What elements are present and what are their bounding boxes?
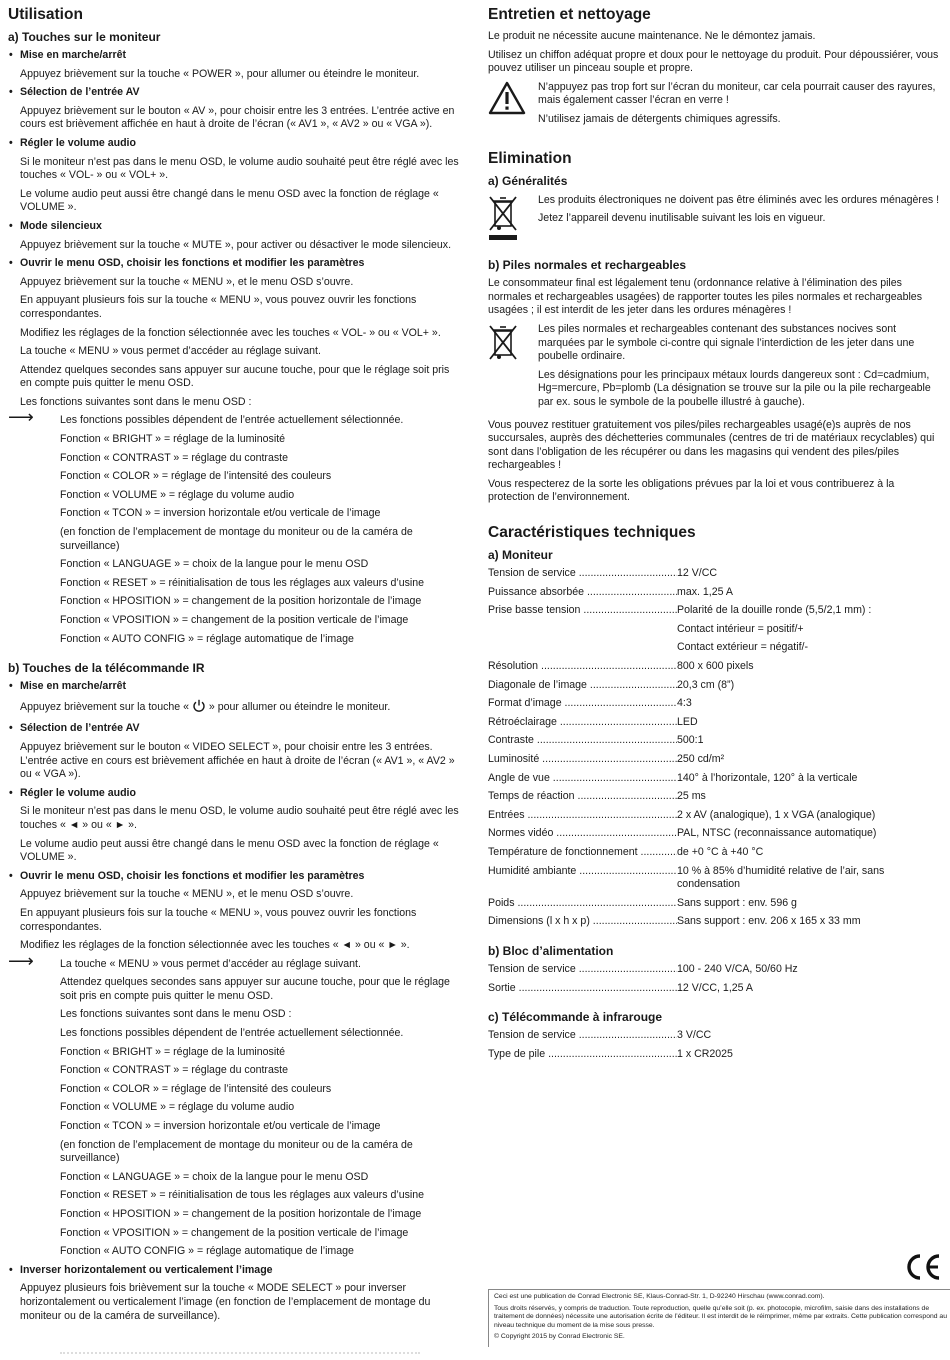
arrow-note bbox=[8, 950, 463, 972]
paragraph: Appuyez brièvement sur la touche « POWER », pour allumer ou éteindre le moniteur. bbox=[20, 67, 420, 80]
paragraph: Si le moniteur n’est pas dans le menu OSD, le volume audio souhaité peut être réglé avec les touches « ◄ » ou « ► ». bbox=[20, 805, 459, 831]
right-column bbox=[488, 6, 943, 1066]
spec-value: max. 1,25 A bbox=[677, 585, 733, 598]
bullet-heading: • Sélection de l’entrée AV bbox=[8, 722, 463, 736]
spec-value: 100 - 240 V/CA, 50/60 Hz bbox=[677, 962, 798, 975]
function-item: Fonction « AUTO CONFIG » = réglage automatique de l’image bbox=[60, 1245, 354, 1258]
spec-value: 4:3 bbox=[677, 697, 692, 710]
paragraph: Modifiez les réglages de la fonction sélectionnée avec les touches « ◄ » ou « ► ». bbox=[20, 939, 410, 952]
paragraph: Le volume audio peut aussi être changé dans le menu OSD avec la fonction de réglage « VOLUME ». bbox=[20, 187, 439, 214]
spec-row bbox=[488, 865, 943, 892]
function-item: Fonction « TCON » = inversion horizontale et/ou verticale de l’image bbox=[60, 1120, 381, 1133]
paragraph: En appuyant plusieurs fois sur la touche « MENU », vous pouvez ouvrir les fonctions correspondantes. bbox=[20, 906, 417, 933]
crossed-bin-icon bbox=[488, 194, 528, 247]
spec-row bbox=[488, 623, 943, 637]
arrow-right-icon: ⟶ bbox=[8, 407, 34, 428]
function-item: Fonction « VOLUME » = réglage du volume audio bbox=[60, 1101, 295, 1114]
paragraph: Appuyez plusieurs fois brièvement sur la touche « MODE SELECT » pour inverser horizontalement ou verticalement l’image (en fonction de l’emplacement de montage du moniteur ou de la caméra de surveillance). bbox=[20, 1282, 431, 1322]
function-item: Fonction « COLOR » = réglage de l’intensité des couleurs bbox=[60, 1082, 332, 1095]
paragraph: Le consommateur final est légalement tenu (ordonnance relative à l’élimination des piles normales et rechargeables usagées) de rapporter toutes les piles normales et rechargeables usagées ; il est interdit de les jeter dans les ordures ménagères ! bbox=[488, 277, 922, 317]
function-item: Les fonctions suivantes sont dans le menu OSD : bbox=[60, 1008, 292, 1021]
spec-value: 140° à l’horizontale, 120° à la verticale bbox=[677, 771, 858, 784]
spec-row bbox=[488, 790, 943, 804]
section-title-entretien: Entretien et nettoyage bbox=[488, 6, 651, 23]
paragraph: Si le moniteur n’est pas dans le menu OSD, le volume audio souhaité peut être réglé avec les touches « VOL- » ou « VOL+ ». bbox=[20, 155, 459, 182]
spec-row bbox=[488, 716, 943, 730]
subsection-heading-moniteur: a) Moniteur bbox=[488, 548, 553, 563]
function-item: Fonction « LANGUAGE » = choix de la langue pour le menu OSD bbox=[60, 1170, 369, 1183]
function-item: Fonction « CONTRAST » = réglage du contraste bbox=[60, 1064, 288, 1077]
section-title-caracteristiques: Caractéristiques techniques bbox=[488, 524, 696, 542]
text-fragment: » pour allumer ou éteindre le moniteur. bbox=[205, 700, 391, 713]
spec-row bbox=[488, 697, 943, 711]
spec-value: 10 % à 85% d’humidité relative de l’air, sans condensation bbox=[677, 864, 885, 891]
function-item: Fonction « BRIGHT » = réglage de la luminosité bbox=[60, 1045, 286, 1058]
spec-row bbox=[488, 809, 943, 823]
spec-value: 250 cd/m² bbox=[677, 753, 725, 765]
function-item: Fonction « RESET » = réinitialisation de tous les réglages aux valeurs d’usine bbox=[60, 576, 425, 589]
spec-label: Luminosité ..... bbox=[488, 753, 677, 767]
paragraph: Les produits électroniques ne doivent pas être éliminés avec les ordures ménagères ! bbox=[538, 193, 940, 206]
spec-row bbox=[488, 641, 943, 655]
spec-label: Dimensions (l x h x p) ..... bbox=[488, 915, 677, 929]
spec-value: 12 V/CC bbox=[677, 567, 718, 580]
function-item: Fonction « HPOSITION » = changement de la position horizontale de l’image bbox=[60, 595, 422, 608]
arrow-note-text: Les fonctions possibles dépendent de l’entrée actuellement sélectionnée. bbox=[60, 414, 404, 427]
function-item: (en fonction de l’emplacement de montage du moniteur ou de la caméra de surveillance) bbox=[60, 1138, 413, 1165]
paragraph: En appuyant plusieurs fois sur la touche « MENU », vous pouvez ouvrir les fonctions correspondantes. bbox=[20, 294, 417, 320]
function-item: Fonction « LANGUAGE » = choix de la langue pour le menu OSD bbox=[60, 558, 369, 571]
spec-value: 1 x CR2025 bbox=[677, 1047, 733, 1060]
spec-label: Normes vidéo ..... bbox=[488, 827, 677, 841]
subsection-heading-telecommande: b) Touches de la télécommande IR bbox=[8, 661, 205, 676]
paragraph: Les piles normales et rechargeables contenant des substances nocives sont marquées par le symbole ci-contre qui signale l’interdiction de les jeter dans une poubelle ordinaire. bbox=[538, 322, 915, 363]
function-item: Fonction « VOLUME » = réglage du volume audio bbox=[60, 488, 295, 501]
spec-label: Sortie ..... bbox=[488, 982, 677, 996]
spec-row bbox=[488, 897, 943, 911]
bleed-through-artifact bbox=[60, 1352, 420, 1358]
crossed-bin-icon bbox=[488, 323, 528, 415]
function-item: Fonction « BRIGHT » = réglage de la luminosité bbox=[60, 433, 286, 446]
paragraph: Appuyez brièvement sur la touche « MUTE », pour activer ou désactiver le mode silencieux. bbox=[20, 238, 452, 251]
spec-table-moniteur bbox=[488, 567, 943, 929]
function-item: Attendez quelques secondes sans appuyer sur aucune touche, pour que le réglage soit pris en compte puis quitter le menu OSD. bbox=[60, 976, 450, 1002]
section-title-elimination: Elimination bbox=[488, 149, 572, 167]
spec-label: Résolution ..... bbox=[488, 660, 677, 674]
spec-value: 25 ms bbox=[677, 790, 706, 803]
subsection-heading-piles: b) Piles normales et rechargeables bbox=[488, 258, 687, 273]
spec-label: Format d’image ..... bbox=[488, 697, 677, 711]
spec-row bbox=[488, 753, 943, 767]
spec-label: Contraste ..... bbox=[488, 734, 677, 748]
spec-value: 3 V/CC bbox=[677, 1029, 712, 1042]
spec-row bbox=[488, 679, 943, 693]
paragraph: Jetez l’appareil devenu inutilisable suivant les lois en vigueur. bbox=[538, 212, 826, 225]
spec-row bbox=[488, 772, 943, 786]
paragraph: Le volume audio peut aussi être changé dans le menu OSD avec la fonction de réglage « VOLUME ». bbox=[20, 837, 439, 864]
spec-label: Puissance absorbée ..... bbox=[488, 586, 677, 600]
spec-value: Sans support : env. 206 x 165 x 33 mm bbox=[677, 915, 861, 928]
bullet-heading: • Sélection de l’entrée AV bbox=[8, 86, 463, 100]
spec-value: 800 x 600 pixels bbox=[677, 660, 754, 673]
arrow-note bbox=[8, 407, 463, 428]
spec-row bbox=[488, 586, 943, 600]
paragraph: La touche « MENU » vous permet d’accéder au réglage suivant. bbox=[20, 345, 321, 358]
spec-value: Contact intérieur = positif/+ bbox=[677, 622, 804, 635]
subsection-heading-touches-moniteur: a) Touches sur le moniteur bbox=[8, 30, 161, 44]
subsection-heading-generalites: a) Généralités bbox=[488, 173, 568, 188]
spec-value: Polarité de la douille ronde (5,5/2,1 mm) : bbox=[677, 604, 872, 617]
spec-label: Tension de service ..... bbox=[488, 567, 677, 581]
paragraph: Modifiez les réglages de la fonction sélectionnée avec les touches « VOL- » ou « VOL+ ». bbox=[20, 326, 441, 339]
arrow-note-text: La touche « MENU » vous permet d’accéder au réglage suivant. bbox=[60, 957, 361, 970]
spec-value: 20,3 cm (8”) bbox=[677, 678, 735, 691]
spec-row bbox=[488, 567, 943, 581]
text-fragment: Appuyez brièvement sur la touche « bbox=[20, 700, 192, 713]
function-item: Fonction « RESET » = réinitialisation de tous les réglages aux valeurs d’usine bbox=[60, 1189, 425, 1202]
spec-row bbox=[488, 827, 943, 841]
paragraph: Appuyez brièvement sur le bouton « AV », pour choisir entre les 3 entrées. L’entrée active en cours est brièvement affichée en haut à droite de l’écran (« AV1 », « AV2 » ou « VGA »). bbox=[20, 104, 455, 131]
paragraph: Les désignations pour les principaux métaux lourds dangereux sont : Cd=cadmium, Hg=mercure, Pb=plomb (La désignation se trouve sur la pile ou la pile rechargeable par ex. sous le symbole de la poubelle illustré à gauche). bbox=[538, 368, 931, 408]
section-title-utilisation: Utilisation bbox=[8, 6, 83, 23]
bullet-heading: • Mise en marche/arrêt bbox=[8, 49, 463, 63]
bullet-heading: • Inverser horizontalement ou verticalement l’image bbox=[8, 1264, 463, 1278]
function-item: Fonction « VPOSITION » = changement de la position verticale de l’image bbox=[60, 614, 409, 626]
weee-block bbox=[488, 194, 943, 247]
spec-table-telecommande bbox=[488, 1029, 943, 1061]
ce-mark-icon bbox=[905, 1253, 941, 1281]
spec-value: PAL, NTSC (reconnaissance automatique) bbox=[677, 827, 877, 840]
paragraph: Les fonctions suivantes sont dans le menu OSD : bbox=[20, 395, 252, 408]
subsection-heading-bloc-alimentation: b) Bloc d’alimentation bbox=[488, 943, 614, 958]
spec-value: LED bbox=[677, 715, 698, 728]
warning-text: N’appuyez pas trop fort sur l’écran du moniteur, car cela pourrait causer des rayures, mais également casser l’écran en verre ! bbox=[538, 80, 936, 107]
function-item: Fonction « VPOSITION » = changement de la position verticale de l’image bbox=[60, 1226, 409, 1239]
bullet-heading: • Mode silencieux bbox=[8, 220, 463, 234]
arrow-right-icon: ⟶ bbox=[8, 950, 34, 971]
spec-label: Type de pile ..... bbox=[488, 1048, 677, 1062]
spec-label: Temps de réaction ..... bbox=[488, 790, 677, 804]
spec-value: 12 V/CC, 1,25 A bbox=[677, 981, 753, 994]
function-item: Fonction « AUTO CONFIG » = réglage automatique de l’image bbox=[60, 632, 354, 645]
bullet-heading: • Régler le volume audio bbox=[8, 787, 463, 801]
bullet-heading: • Régler le volume audio bbox=[8, 137, 463, 151]
left-column bbox=[8, 6, 463, 1328]
spec-row bbox=[488, 915, 943, 929]
spec-table-alimentation bbox=[488, 963, 943, 995]
function-item: (en fonction de l’emplacement de montage du moniteur ou de la caméra de surveillance) bbox=[60, 526, 413, 552]
spec-label: Prise basse tension ..... bbox=[488, 604, 677, 618]
spec-label: Température de fonctionnement ..... bbox=[488, 846, 677, 860]
paragraph: Appuyez brièvement sur la touche « MENU », et le menu OSD s’ouvre. bbox=[20, 275, 354, 288]
paragraph: Le produit ne nécessite aucune maintenance. Ne le démontez jamais. bbox=[488, 30, 816, 42]
warning-triangle-icon bbox=[488, 81, 528, 132]
paragraph: Vous pouvez restituer gratuitement vos piles/piles rechargeables usagé(e)s auprès de nos succursales, auprès des déchetteries communales (centres de tri de matériaux recyclables) qui sont dans l’obligation de les récupérer ou dans les magasins qui vendent des piles/piles rechargeables ! bbox=[488, 418, 935, 472]
subsection-heading-telecommande-ir: c) Télécommande à infrarouge bbox=[488, 1010, 663, 1025]
paragraph: Appuyez brièvement sur la touche « MENU », et le menu OSD s’ouvre. bbox=[20, 888, 354, 901]
footer-line: Tous droits réservés, y compris de traduction. Toute reproduction, quelle qu’elle soit (p. ex. photocopie, microfilm, saisie dans des installations de traitement de données) nécessite une autorisation écrite de l’éditeur. Il est interdit de le réimprimer, même par extraits. Cette publication correspond au niveau technique du moment de la mise sous presse. bbox=[494, 1304, 947, 1329]
spec-row bbox=[488, 963, 943, 977]
spec-row bbox=[488, 1029, 943, 1043]
warning-text: N’utilisez jamais de détergents chimiques agressifs. bbox=[538, 112, 781, 125]
spec-label: Tension de service ..... bbox=[488, 1029, 677, 1043]
spec-label: Rétroéclairage ..... bbox=[488, 716, 677, 730]
warning-block bbox=[488, 81, 943, 132]
spec-label: Poids ..... bbox=[488, 897, 677, 911]
spec-row bbox=[488, 660, 943, 674]
function-item: Les fonctions possibles dépendent de l’entrée actuellement sélectionnée. bbox=[60, 1027, 404, 1040]
paragraph bbox=[20, 699, 463, 718]
spec-label: Angle de vue ..... bbox=[488, 772, 677, 786]
bullet-heading: • Mise en marche/arrêt bbox=[8, 680, 463, 694]
spec-value: 2 x AV (analogique), 1 x VGA (analogique) bbox=[677, 808, 876, 821]
power-icon bbox=[192, 699, 206, 718]
paragraph: Appuyez brièvement sur le bouton « VIDEO SELECT », pour choisir entre les 3 entrées. L’entrée active en cours est brièvement affichée en haut à droite de l’écran (« AV1 », « AV2 » ou « VGA »). bbox=[20, 740, 455, 781]
spec-row bbox=[488, 604, 943, 618]
function-item: Fonction « COLOR » = réglage de l’intensité des couleurs bbox=[60, 470, 332, 483]
footer-line: Ceci est une publication de Conrad Electronic SE, Klaus-Conrad-Str. 1, D-92240 Hirschau (www.conrad.com). bbox=[494, 1293, 825, 1300]
spec-label: Tension de service ..... bbox=[488, 963, 677, 977]
spec-row bbox=[488, 982, 943, 996]
function-item: Fonction « CONTRAST » = réglage du contraste bbox=[60, 451, 288, 464]
spec-row bbox=[488, 734, 943, 748]
spec-value: Sans support : env. 596 g bbox=[677, 896, 797, 909]
spec-row bbox=[488, 1048, 943, 1062]
paragraph: Utilisez un chiffon adéquat propre et doux pour le nettoyage du produit. Pour dépoussiérer, vous pouvez utiliser un pinceau souple et propre. bbox=[488, 48, 939, 75]
bullet-heading: • Ouvrir le menu OSD, choisir les fonctions et modifier les paramètres bbox=[8, 870, 463, 884]
paragraph: Vous respecterez de la sorte les obligations prévues par la loi et vous contribuerez à la protection de l’environnement. bbox=[488, 477, 895, 504]
spec-value: de +0 °C à +40 °C bbox=[677, 845, 764, 858]
footer-line: © Copyright 2015 by Conrad Electronic SE. bbox=[494, 1333, 625, 1341]
bullet-heading: • Ouvrir le menu OSD, choisir les fonctions et modifier les paramètres bbox=[8, 257, 463, 271]
spec-value: 500:1 bbox=[677, 734, 704, 747]
publication-footer bbox=[488, 1289, 950, 1347]
spec-label: Entrées ..... bbox=[488, 809, 677, 823]
paragraph: Attendez quelques secondes sans appuyer sur aucune touche, pour que le réglage soit pris en compte puis quitter le menu OSD. bbox=[20, 363, 450, 390]
spec-value: Contact extérieur = négatif/- bbox=[677, 641, 809, 654]
spec-row bbox=[488, 846, 943, 860]
battery-block bbox=[488, 323, 943, 415]
function-item: Fonction « TCON » = inversion horizontale et/ou verticale de l’image bbox=[60, 507, 381, 520]
function-item: Fonction « HPOSITION » = changement de la position horizontale de l’image bbox=[60, 1208, 422, 1220]
spec-label: Humidité ambiante ..... bbox=[488, 865, 677, 892]
spec-label: Diagonale de l’image ..... bbox=[488, 679, 677, 693]
